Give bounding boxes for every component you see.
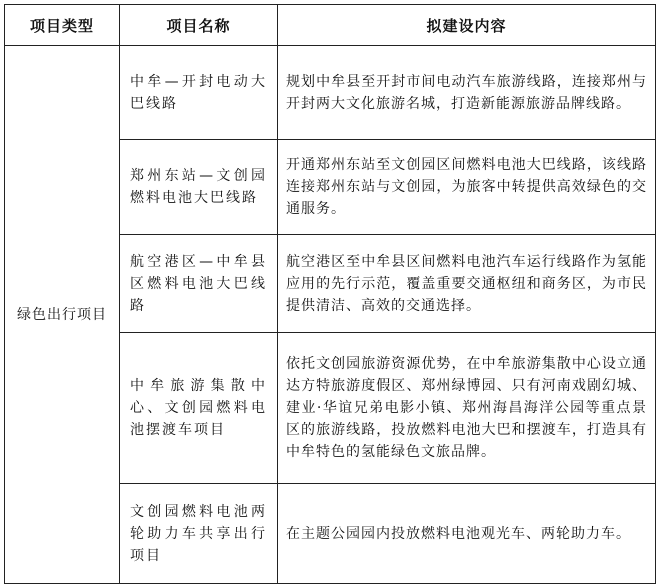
project-name-cell: 中牟旅游集散中心、文创园燃料电池摆渡车项目 xyxy=(120,333,278,484)
header-project-type: 项目类型 xyxy=(5,5,120,46)
project-name-cell: 文创园燃料电池两轮助力车共享出行项目 xyxy=(120,484,278,584)
project-name-cell: 中牟—开封电动大巴线路 xyxy=(120,46,278,140)
header-planned-content: 拟建设内容 xyxy=(278,5,656,46)
project-content-cell: 开通郑州东站至文创园区间燃料电池大巴线路，该线路连接郑州东站与文创园，为旅客中转提供高效绿色的交通服务。 xyxy=(278,140,656,235)
header-row xyxy=(5,5,656,46)
project-type-cell: 绿色出行项目 xyxy=(5,46,120,584)
project-content-cell: 在主题公园园内投放燃料电池观光车、两轮助力车。 xyxy=(278,484,656,584)
project-name-cell: 航空港区—中牟县区燃料电池大巴线路 xyxy=(120,235,278,333)
project-content-cell: 规划中牟县至开封市间电动汽车旅游线路，连接郑州与开封两大文化旅游名城，打造新能源旅游品牌线路。 xyxy=(278,46,656,140)
project-content-cell: 依托文创园旅游资源优势，在中牟旅游集散中心设立通达方特旅游度假区、郑州绿博园、只有河南戏剧幻城、建业·华谊兄弟电影小镇、郑州海昌海洋公园等重点景区的旅游线路，投放燃料电池大巴和摆渡车，打造具有中牟特色的氢能绿色文旅品牌。 xyxy=(278,333,656,484)
project-name-cell: 郑州东站—文创园燃料电池大巴线路 xyxy=(120,140,278,235)
project-table xyxy=(4,4,656,584)
table-row xyxy=(5,46,656,140)
project-content-cell: 航空港区至中牟县区间燃料电池汽车运行线路作为氢能应用的先行示范，覆盖重要交通枢纽和商务区，为市民提供清洁、高效的交通选择。 xyxy=(278,235,656,333)
header-project-name: 项目名称 xyxy=(120,5,278,46)
